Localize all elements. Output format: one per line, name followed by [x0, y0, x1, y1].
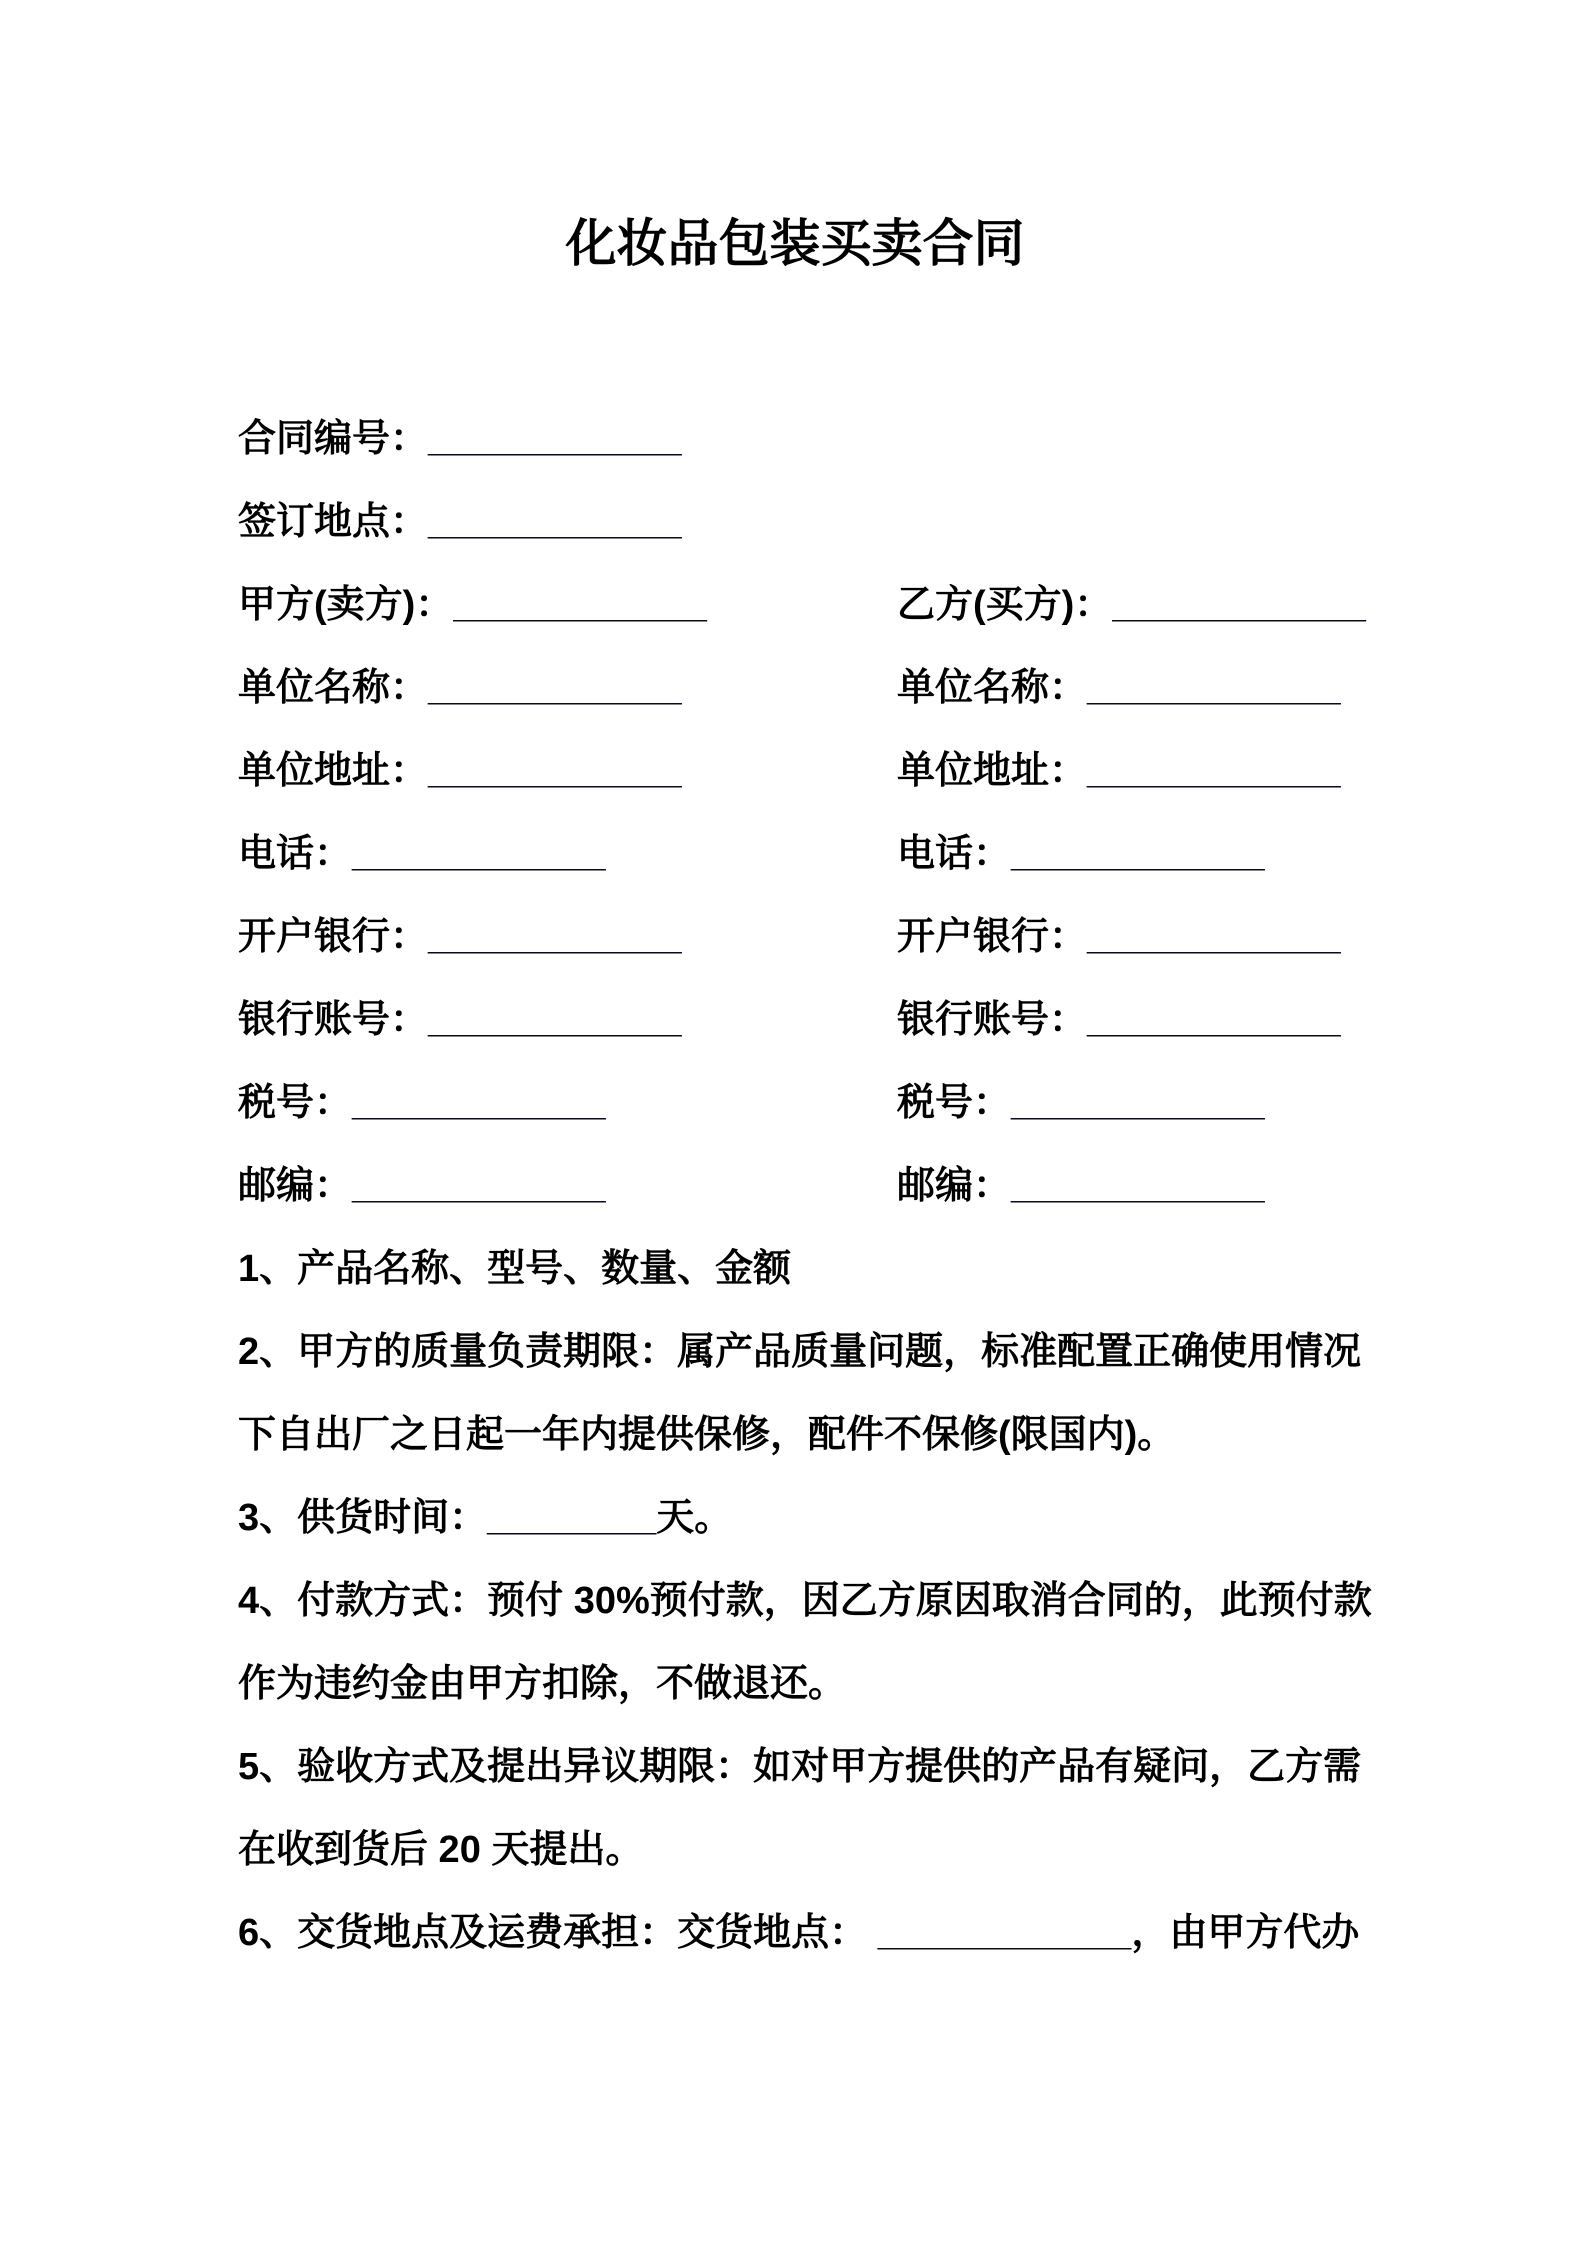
phone-b-blank[interactable]: ____________: [1011, 833, 1265, 875]
party-b-blank[interactable]: ____________: [1112, 584, 1366, 626]
field-phone-a: [238, 813, 897, 896]
party-info-row: [238, 730, 1352, 813]
field-signing-location: [238, 481, 1352, 564]
contract-number-label: 合同编号：: [238, 418, 429, 460]
clause-quality-period-line-2: 下自出厂之日起一年内提供保修，配件不保修(限国内)。: [238, 1414, 1176, 1456]
party-a-blank[interactable]: ____________: [453, 584, 707, 626]
party-info-row: [238, 647, 1352, 730]
bank-account-a-blank[interactable]: ____________: [428, 999, 682, 1041]
postal-code-b-label: 邮编：: [897, 1165, 1012, 1207]
delivery-time-label: 3、供货时间：: [238, 1497, 488, 1539]
bank-a-label: 开户银行：: [238, 916, 429, 958]
clause-inspection-line-1: 5、验收方式及提出异议期限：如对甲方提供的产品有疑问，乙方需: [238, 1746, 1362, 1788]
party-info-row: [238, 1145, 1352, 1228]
tax-number-a-label: 税号：: [238, 1082, 353, 1124]
field-phone-b: [897, 813, 1265, 896]
clause-delivery-time: [238, 1477, 1352, 1560]
field-bank-a: [238, 896, 897, 979]
party-a-label: 甲方(卖方)：: [238, 584, 454, 626]
delivery-location-blank[interactable]: ____________: [877, 1912, 1132, 1954]
company-address-a-blank[interactable]: ____________: [428, 750, 682, 792]
field-company-name-a: [238, 647, 897, 730]
party-b-label: 乙方(买方)：: [897, 584, 1113, 626]
party-info-row: [238, 979, 1352, 1062]
clause-delivery-location: [238, 1892, 1360, 1975]
field-postal-code-a: [238, 1145, 897, 1228]
delivery-days-blank[interactable]: ________: [487, 1497, 657, 1539]
delivery-time-suffix: 天。: [656, 1497, 733, 1539]
clause-inspection-line-2: 在收到货后 20 天提出。: [238, 1829, 644, 1871]
signing-location-blank[interactable]: ____________: [428, 501, 682, 543]
field-tax-number-a: [238, 1062, 897, 1145]
field-company-name-b: [897, 647, 1341, 730]
field-tax-number-b: [897, 1062, 1265, 1145]
company-name-b-label: 单位名称：: [897, 667, 1088, 709]
bank-account-a-label: 银行账号：: [238, 999, 429, 1041]
clause-payment-line-2: 作为违约金由甲方扣除，不做退还。: [238, 1663, 847, 1705]
delivery-location-suffix: ，由甲方代办: [1131, 1912, 1360, 1954]
party-info-row: [238, 1062, 1352, 1145]
bank-account-b-blank[interactable]: ____________: [1087, 999, 1341, 1041]
party-info-row: [238, 896, 1352, 979]
party-info-row: [238, 813, 1352, 896]
tax-number-b-blank[interactable]: ____________: [1011, 1082, 1265, 1124]
postal-code-b-blank[interactable]: ____________: [1011, 1165, 1265, 1207]
party-info-row: [238, 564, 1366, 647]
company-address-b-blank[interactable]: ____________: [1087, 750, 1341, 792]
field-postal-code-b: [897, 1145, 1265, 1228]
phone-a-blank[interactable]: ____________: [352, 833, 606, 875]
bank-account-b-label: 银行账号：: [897, 999, 1088, 1041]
contract-title: 化妆品包装买卖合同: [565, 215, 1025, 272]
field-bank-account-b: [897, 979, 1341, 1062]
field-company-address-a: [238, 730, 897, 813]
tax-number-b-label: 税号：: [897, 1082, 1012, 1124]
bank-a-blank[interactable]: ____________: [428, 916, 682, 958]
bank-b-label: 开户银行：: [897, 916, 1088, 958]
clause-payment-line-1: 4、付款方式：预付 30%预付款，因乙方原因取消合同的，此预付款: [238, 1580, 1372, 1622]
company-address-b-label: 单位地址：: [897, 750, 1088, 792]
bank-b-blank[interactable]: ____________: [1087, 916, 1341, 958]
company-name-a-blank[interactable]: ____________: [428, 667, 682, 709]
clause-product-info: 1、产品名称、型号、数量、金额: [238, 1248, 792, 1290]
clause-quality-period-line-1: 2、甲方的质量负责期限：属产品质量问题，标准配置正确使用情况: [238, 1331, 1362, 1373]
phone-a-label: 电话：: [238, 833, 353, 875]
field-bank-account-a: [238, 979, 897, 1062]
delivery-location-label: 6、交货地点及运费承担：交货地点：: [238, 1912, 878, 1954]
tax-number-a-blank[interactable]: ____________: [352, 1082, 606, 1124]
company-name-b-blank[interactable]: ____________: [1087, 667, 1341, 709]
phone-b-label: 电话：: [897, 833, 1012, 875]
signing-location-label: 签订地点：: [238, 501, 429, 543]
field-party-b: [897, 564, 1366, 647]
company-name-a-label: 单位名称：: [238, 667, 429, 709]
postal-code-a-label: 邮编：: [238, 1165, 353, 1207]
field-company-address-b: [897, 730, 1341, 813]
field-bank-b: [897, 896, 1341, 979]
contract-number-blank[interactable]: ____________: [428, 418, 682, 460]
field-contract-number: [238, 398, 1352, 481]
company-address-a-label: 单位地址：: [238, 750, 429, 792]
field-party-a: [238, 564, 897, 647]
postal-code-a-blank[interactable]: ____________: [352, 1165, 606, 1207]
